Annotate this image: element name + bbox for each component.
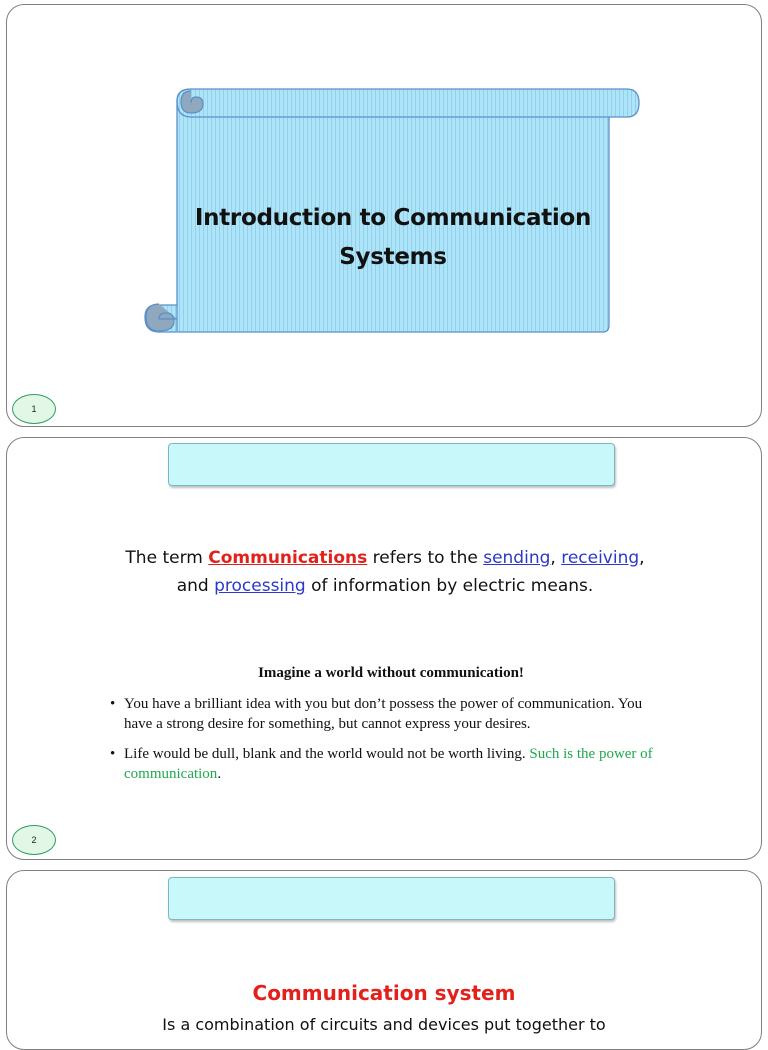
bullet-highlight: Such is the power of communication: [124, 746, 653, 782]
slide-1-title: [177, 199, 609, 277]
page-number-badge: 1: [12, 394, 56, 424]
bullet-list: [110, 694, 670, 794]
slide-3-title-box: [168, 877, 615, 920]
slide-3: [6, 870, 762, 1050]
slide-1: [6, 4, 762, 427]
intro-text: and: [176, 576, 215, 596]
communication-system-definition: Is a combination of circuits and devices put together to: [162, 1015, 606, 1034]
term-communications: Communications: [208, 548, 368, 568]
link-sending[interactable]: sending: [483, 548, 551, 568]
bullet-item-1: [110, 694, 670, 734]
bullet-text: .: [217, 766, 222, 782]
bullet-text: You have a brilliant idea with you but don’t possess the power of communication. You have a strong desire for something, but cannot express your desires.: [124, 696, 643, 732]
communications-definition: [37, 544, 733, 600]
intro-text: The term: [125, 548, 209, 568]
bullet-dot-icon: •: [110, 746, 116, 762]
communication-system-heading: Communication system: [252, 981, 516, 1005]
slide-2-title-box: [168, 443, 615, 486]
bullet-item-2: [110, 744, 670, 784]
intro-text: ,: [550, 548, 562, 568]
link-processing[interactable]: processing: [214, 576, 306, 596]
title-line-1: Introduction to Communication: [194, 205, 592, 231]
bullet-text: Life would be dull, blank and the world would not be worth living.: [124, 746, 530, 762]
page-number-badge: 2: [12, 825, 56, 855]
imagine-heading: Imagine a world without communication!: [258, 665, 524, 681]
intro-text: ,: [639, 548, 645, 568]
intro-text: of information by electric means.: [305, 576, 594, 596]
title-line-2: Systems: [339, 244, 447, 270]
intro-text: refers to the: [367, 548, 484, 568]
link-receiving[interactable]: receiving: [561, 548, 640, 568]
slide-2: [6, 437, 762, 860]
bullet-dot-icon: •: [110, 696, 116, 712]
